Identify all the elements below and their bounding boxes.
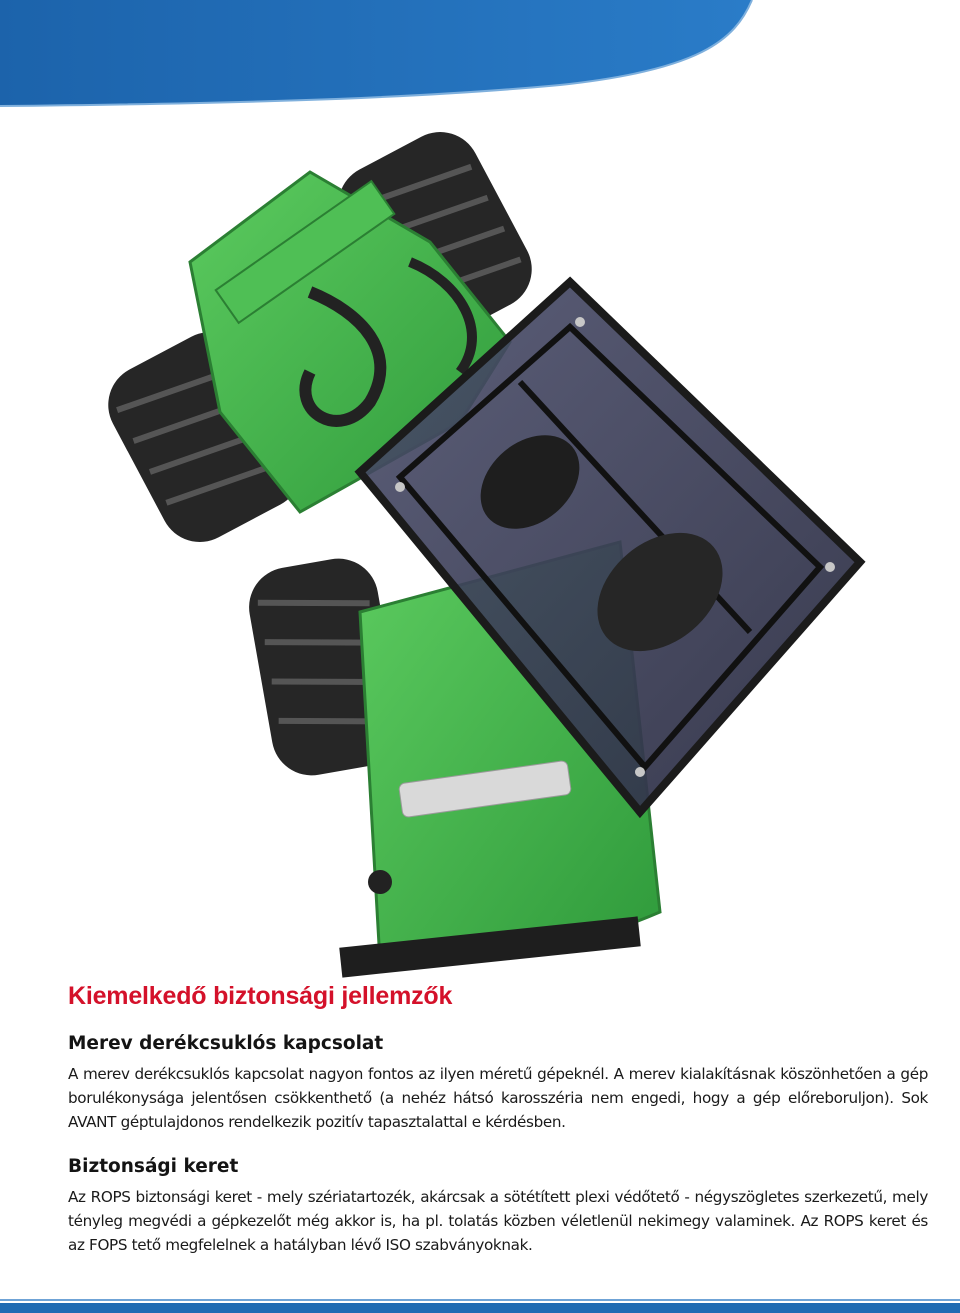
section-body: Az ROPS biztonsági keret - mely szériatartozék, akárcsak a sötétített plexi védőtető - négyszögletes szerkezetű, mely tényleg megvédi a gépkezelőt még akkor is, ha pl. tolatás közben véletlenül nekimegy valaminek. Az ROPS keret és az FOPS tető megfelelnek a hatályban lévő ISO szabványoknak. [68,1188,928,1254]
page-title: Kiemelkedő biztonsági jellemzők [68,982,453,1010]
article [68,982,928,1257]
section-heading: Merev derékcsuklós kapcsolat [68,1033,384,1054]
section-safety-frame [68,1156,928,1257]
section-body: A merev derékcsuklós kapcsolat nagyon fontos az ilyen méretű gépeknél. A merev kialakításnak köszönhetően a gép borulékonysága jelentősen csökkenthető (a nehéz hátsó karosszéria nem engedi, hogy a gép előreboruljon). Sok AVANT géptulajdonos rendelkezik pozitív tapasztalattal e kérdésben. [68,1065,928,1131]
section-heading: Biztonsági keret [68,1156,239,1177]
bottom-stripe [0,1303,960,1313]
top-banner [0,0,960,110]
compact-loader-illustration [100,112,880,992]
section-rigid-joint [68,1033,928,1134]
